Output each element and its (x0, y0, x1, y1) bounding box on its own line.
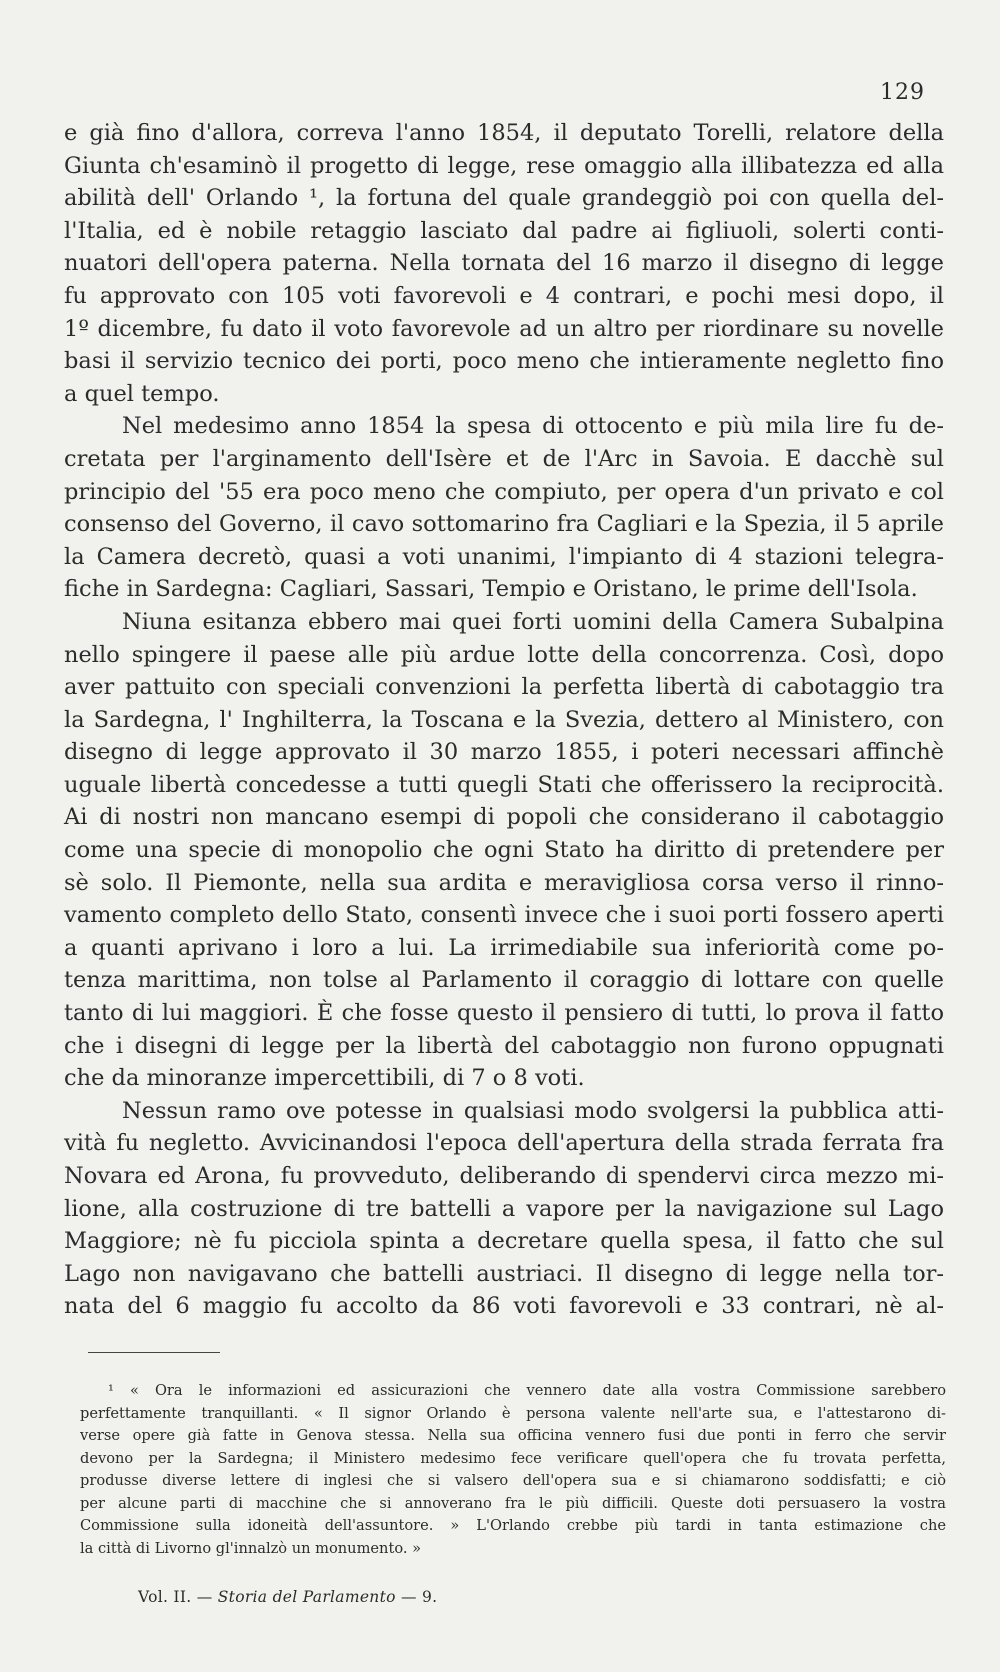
footnote-line: Commissione sulla idoneità dell'assuntore. » L'Orlando crebbe più tardi in tanta estimazione che (80, 1517, 946, 1534)
text-line: cretata per l'arginamento dell'Isère et de l'Arc in Savoia. E dacchè sul (64, 445, 944, 472)
text-line: la Sardegna, l' Inghilterra, la Toscana e la Svezia, dettero al Ministero, con (64, 706, 944, 733)
footnote-line: per alcune parti di macchine che si annoverano fra le più difficili. Queste doti persuasero la vostra (80, 1494, 946, 1512)
footnote-line: produsse diverse lettere di inglesi che si valsero dell'opera sua e si chiamarono soddisfatti; e ciò (80, 1472, 946, 1489)
footer-volume: Vol. II. — (138, 1588, 213, 1606)
text-line: aver pattuito con speciali convenzioni la perfetta libertà di cabotaggio tra (64, 674, 944, 701)
footer-title: Storia del Parlamento (217, 1588, 396, 1606)
text-line: consenso del Governo, il cavo sottomarino fra Cagliari e la Spezia, il 5 aprile (64, 511, 944, 538)
text-line: sè solo. Il Piemonte, nella sua ardita e meravigliosa corsa verso il rinno- (64, 869, 944, 896)
text-line: nuatori dell'opera paterna. Nella tornata del 16 marzo il disegno di legge (64, 250, 944, 277)
text-line: che da minoranze impercettibili, di 7 o 8 voti. (64, 1065, 585, 1092)
text-line: lione, alla costruzione di tre battelli a vapore per la navigazione sul Lago (64, 1195, 944, 1222)
text-line: Ai di nostri non mancano esempi di popoli che considerano il cabotaggio (64, 804, 944, 831)
text-line: Maggiore; nè fu picciola spinta a decretare quella spesa, il fatto che sul (64, 1228, 944, 1255)
footnotes (80, 1380, 946, 1560)
text-line: fu approvato con 105 voti favorevoli e 4 contrari, e pochi mesi dopo, il (64, 282, 944, 309)
text-line: uguale libertà concedesse a tutti quegli Stati che offerissero la reciprocità. (64, 771, 944, 798)
footnote-line: devono per la Sardegna; il Ministero medesimo fece verificare quell'opera che fu trovata perfetta, (80, 1449, 946, 1467)
page-number: 129 (880, 80, 925, 105)
footnote-line: la città di Livorno gl'innalzò un monumento. » (80, 1539, 422, 1557)
text-line: la Camera decretò, quasi a voti unanimi, l'impianto di 4 stazioni telegra- (64, 543, 944, 570)
body-text (64, 117, 944, 1323)
text-line: vamento completo dello Stato, consentì invece che i suoi porti fossero aperti (64, 902, 944, 929)
text-line: a quel tempo. (64, 380, 220, 407)
text-line: nello spingere il paese alle più ardue lotte della concorrenza. Così, dopo (64, 641, 944, 668)
text-line: tenza marittima, non tolse al Parlamento il coraggio di lottare con quelle (64, 967, 944, 994)
text-line: vità fu negletto. Avvicinandosi l'epoca dell'apertura della strada ferrata fra (64, 1130, 944, 1157)
text-line: tanto di lui maggiori. È che fosse questo il pensiero di tutti, lo prova il fatto (64, 1000, 944, 1027)
text-line: Nessun ramo ove potesse in qualsiasi modo svolgersi la pubblica atti- (122, 1097, 944, 1124)
text-line: basi il servizio tecnico dei porti, poco meno che intieramente negletto fino (64, 348, 944, 375)
text-line: a quanti aprivano i loro a lui. La irrimediabile sua inferiorità come po- (64, 934, 944, 961)
text-line: fiche in Sardegna: Cagliari, Sassari, Tempio e Oristano, le prime dell'Isola. (64, 576, 918, 603)
text-line: principio del '55 era poco meno che compiuto, per opera d'un privato e col (64, 478, 944, 505)
text-line: l'Italia, ed è nobile retaggio lasciato dal padre ai figliuoli, solerti conti- (64, 217, 944, 244)
footnote-rule (88, 1352, 220, 1353)
footer-sheet: — 9. (400, 1588, 438, 1606)
text-line: Niuna esitanza ebbero mai quei forti uomini della Camera Subalpina (122, 608, 944, 635)
footnote-line: perfettamente tranquillanti. « Il signor Orlando è persona valente nell'arte sua, e l'attestarono di- (80, 1404, 946, 1422)
text-line: come una specie di monopolio che ogni Stato ha diritto di pretendere per (64, 837, 944, 864)
footnote-line: verse opere già fatte in Genova stessa. Nella sua officina vennero fusi due ponti in ferro che servir (80, 1427, 946, 1444)
text-line: che i disegni di legge per la libertà del cabotaggio non furono oppugnati (64, 1032, 944, 1059)
text-line: nata del 6 maggio fu accolto da 86 voti favorevoli e 33 contrari, nè al- (64, 1293, 944, 1320)
footnote-line: ¹ « Ora le informazioni ed assicurazioni che vennero date alla vostra Commissione sarebbero (108, 1382, 946, 1399)
page-footer (138, 1588, 437, 1606)
text-line: Giunta ch'esaminò il progetto di legge, rese omaggio alla illibatezza ed alla (64, 152, 944, 179)
text-line: disegno di legge approvato il 30 marzo 1855, i poteri necessari affinchè (64, 739, 944, 766)
text-line: Nel medesimo anno 1854 la spesa di ottocento e più mila lire fu de- (122, 413, 944, 440)
text-line: 1º dicembre, fu dato il voto favorevole ad un altro per riordinare su novelle (64, 315, 944, 342)
text-line: e già fino d'allora, correva l'anno 1854, il deputato Torelli, relatore della (64, 120, 944, 146)
text-line: Novara ed Arona, fu provveduto, deliberando di spendervi circa mezzo mi- (64, 1163, 944, 1189)
text-line: abilità dell' Orlando ¹, la fortuna del quale grandeggiò poi con quella del- (64, 185, 944, 212)
text-line: Lago non navigavano che battelli austriaci. Il disegno di legge nella tor- (64, 1260, 944, 1287)
